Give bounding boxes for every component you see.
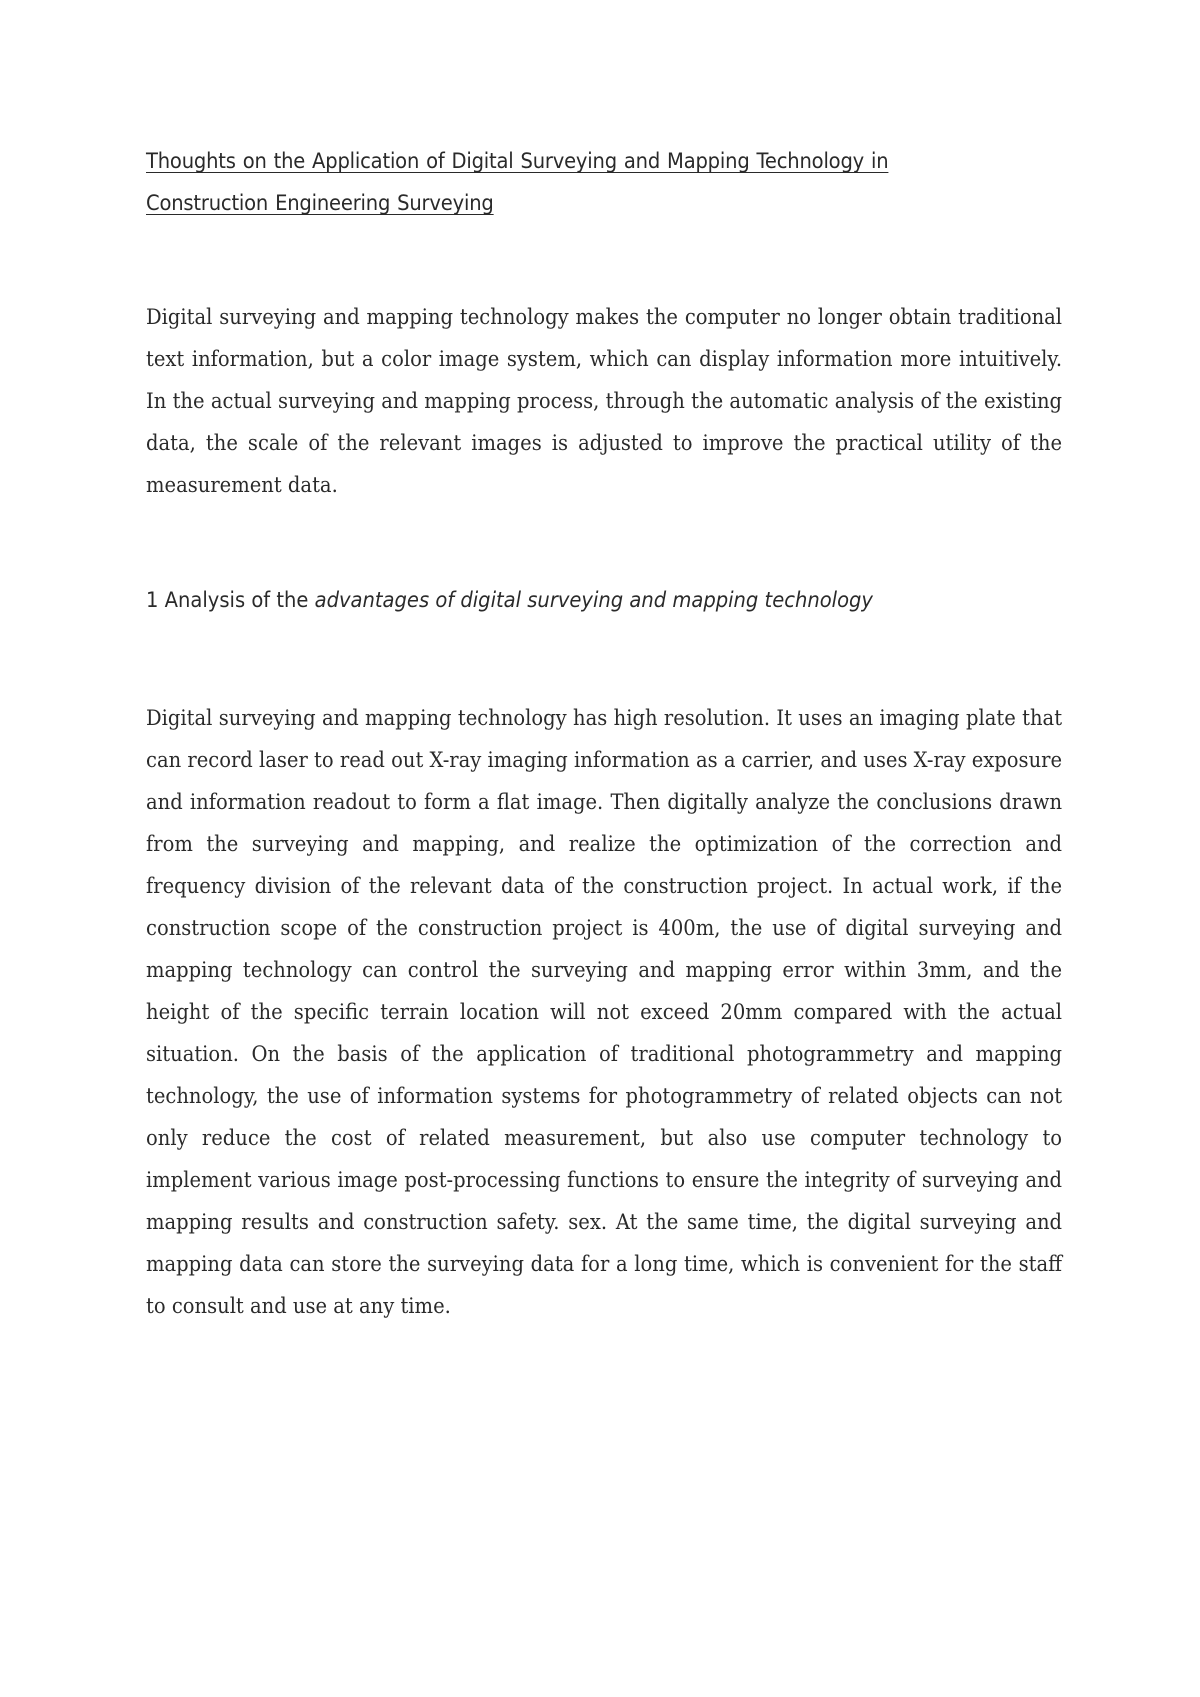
intro-paragraph: Digital surveying and mapping technology makes the computer no longer obtain traditional text information, but a color image system, which can display information more intuitively. In the actual surveying and mapping process, through the automatic analysis of the existing data, the scale of the relevant images is adjusted to improve the practical utility of the measurement data. — [146, 305, 1063, 497]
section-number: 1 — [146, 588, 159, 612]
section-heading — [146, 584, 873, 616]
section-paragraph: Digital surveying and mapping technology has high resolution. It uses an imaging plate that can record laser to read out X-ray imaging information as a carrier, and uses X-ray exposure and information readout to form a flat image. Then digitally analyze the conclusions drawn from the surveying and mapping, and realize the optimization of the correction and frequency division of the relevant data of the construction project. In actual work, if the construction scope of the construction project is 400m, the use of digital surveying and mapping technology can control the surveying and mapping error within 3mm, and the height of the specific terrain location will not exceed 20mm compared with the actual situation. On the basis of the application of traditional photogrammetry and mapping technology, the use of information systems for photogrammetry of related objects can not only reduce the cost of related measurement, but also use computer technology to implement various image post-processing functions to ensure the integrity of surveying and mapping results and construction safety. sex. At the same time, the digital surveying and mapping data can store the surveying data for a long time, which is convenient for the staff to consult and use at any time. — [146, 706, 1063, 1318]
document-title: Thoughts on the Application of Digital Surveying and Mapping Technology in Construction Engineering Surveying — [146, 149, 889, 215]
section-heading-lead: Analysis of the — [164, 588, 309, 612]
section-heading-rest: advantages of digital surveying and mapping technology — [314, 588, 873, 612]
